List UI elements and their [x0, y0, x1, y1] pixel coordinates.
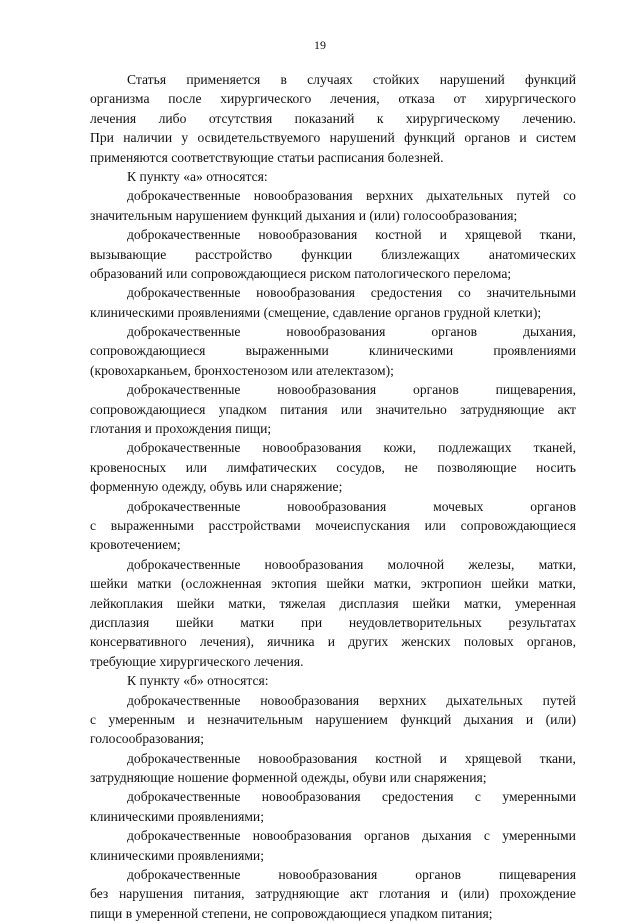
word: лечения, [330, 91, 380, 107]
word: тканей, [533, 440, 576, 456]
word: эктопия [271, 576, 317, 592]
text-line [90, 283, 576, 302]
word: доброкачественные [127, 789, 241, 805]
word: результатах [508, 614, 576, 630]
word: доброкачественные [127, 692, 241, 708]
word: тяжелая [279, 595, 326, 611]
text-line [90, 109, 576, 128]
text-line [90, 555, 576, 574]
word: новообразования [277, 382, 377, 398]
word: новообразования [258, 227, 358, 243]
word: с [474, 789, 481, 805]
document-body [90, 70, 576, 923]
text-line: применяются соответствующие статьи расписания болезней. [90, 149, 444, 165]
word: (или) [545, 711, 576, 727]
word: у [181, 130, 189, 146]
word: нарушения [118, 886, 183, 902]
word: (или) [458, 886, 490, 902]
text-line [90, 380, 576, 399]
text-line [90, 632, 576, 651]
word: лечения), [199, 634, 254, 650]
word: При [90, 130, 114, 146]
word: глотания [378, 886, 431, 902]
word: матки, [538, 576, 576, 592]
word: питания [280, 401, 328, 417]
word: доброкачественные [127, 556, 241, 572]
text-line [90, 787, 576, 806]
text-line [90, 186, 576, 205]
word: костной [375, 750, 422, 766]
word: пищеварения, [495, 382, 576, 398]
word: дыхательных [426, 188, 504, 204]
word: и [519, 130, 527, 146]
word: новообразования [252, 828, 352, 844]
word: доброкачественные [127, 498, 241, 514]
word: хрящевой [464, 750, 522, 766]
text-line: пищи в умеренной степени, не сопровождающиеся упадком питания; [90, 905, 493, 921]
word: неудовлетворительных [348, 614, 482, 630]
text-line: форменную одежду, обувь или снаряжение; [90, 479, 343, 495]
word: яичника [267, 634, 315, 650]
word: органов, [526, 634, 576, 650]
word: не [404, 459, 418, 475]
word: новообразования [287, 498, 387, 514]
word: лечению. [522, 110, 576, 126]
word: дыхания, [523, 324, 576, 340]
word: органов [530, 498, 576, 514]
text-line [90, 225, 576, 244]
word: доброкачественные [127, 285, 241, 301]
word: значительными [486, 285, 576, 301]
word: функций [525, 72, 576, 87]
word: мочеиспускания [315, 517, 410, 533]
word: хирургического [220, 91, 312, 107]
word: прохождение [499, 886, 576, 902]
text-line [90, 497, 576, 516]
word: хирургического [484, 91, 576, 107]
word: доброкачественные [127, 324, 241, 340]
word: функции [301, 246, 353, 262]
word: незначительным [207, 711, 303, 727]
text-line: К пункту «а» относятся: [127, 168, 268, 184]
word: освидетельствуемого [197, 130, 321, 146]
word: расстройство [195, 246, 273, 262]
text-line [90, 749, 576, 768]
word: доброкачественные [127, 867, 241, 883]
text-line [90, 594, 576, 613]
text-line: значительным нарушением функций дыхания и (или) голосообразования; [90, 207, 518, 223]
word: железы, [468, 556, 515, 572]
word: лейкоплакия [90, 595, 164, 611]
word: с [483, 828, 490, 844]
text-line [90, 70, 576, 89]
word: новообразования [262, 440, 362, 456]
word: функций [404, 130, 456, 146]
word: ткани, [539, 227, 576, 243]
word: доброкачественные [127, 750, 241, 766]
word: органов [413, 382, 459, 398]
word: сопровождающиеся [90, 401, 206, 417]
word: дисплазия [90, 614, 150, 630]
word: нарушением [315, 711, 388, 727]
word: и [440, 886, 449, 902]
word: новообразования [264, 556, 364, 572]
text-line [90, 128, 576, 147]
text-line: клиническими проявлениями; [90, 847, 264, 863]
word: при [300, 614, 323, 630]
word: клиническими [368, 343, 454, 359]
word: умеренным [108, 711, 175, 727]
word: упадком [218, 401, 267, 417]
word: близлежащих [381, 246, 460, 262]
word: и [187, 711, 195, 727]
text-line: затрудняющие ношение форменной одежды, обуви или снаряжения; [90, 770, 487, 786]
word: шейки [491, 576, 529, 592]
word: верхних [379, 692, 427, 708]
word: других [348, 634, 389, 650]
text-line [90, 710, 576, 729]
word: шейки [176, 595, 215, 611]
word: новообразования [258, 750, 358, 766]
word: новообразования [253, 188, 353, 204]
word: с [90, 517, 97, 533]
word: показаний [294, 110, 355, 126]
word: шейки [90, 576, 128, 592]
word: или [185, 459, 208, 475]
word: матки [240, 614, 275, 630]
word: к [376, 110, 384, 126]
word: хрящевой [464, 227, 522, 243]
word: новообразования [260, 692, 360, 708]
word: дисплазия [339, 595, 399, 611]
text-line: образований или сопровождающиеся риском патологического перелома; [90, 265, 512, 281]
text-line [90, 245, 576, 264]
word: нарушений [439, 72, 505, 87]
word: матки, [463, 595, 502, 611]
text-line: (кровохарканьем, бронхостенозом или ателектазом); [90, 362, 394, 378]
word: питания, [193, 886, 245, 902]
word: стойких [372, 72, 420, 87]
word: матки, [373, 576, 412, 592]
word: консервативного [90, 634, 187, 650]
word: умеренными [502, 789, 576, 805]
word: систем [536, 130, 576, 146]
word: доброкачественные [127, 188, 241, 204]
word: выраженными [245, 343, 329, 359]
text-line [90, 574, 576, 593]
word: либо [158, 110, 187, 126]
word: применяется [186, 72, 261, 87]
word: мочевых [433, 498, 484, 514]
word: позволяющие [437, 459, 517, 475]
word: затрудняющие [255, 886, 340, 902]
word: организма [90, 91, 150, 107]
text-line [90, 865, 576, 884]
text-line [90, 884, 576, 903]
word: со [457, 285, 471, 301]
word: или [340, 401, 363, 417]
word: наличии [123, 130, 173, 146]
word: шейки [412, 595, 451, 611]
text-line [90, 89, 576, 108]
word: доброкачественные [127, 828, 241, 844]
text-line: требующие хирургического лечения. [90, 653, 304, 669]
word: новообразования [278, 867, 378, 883]
word: после [168, 91, 202, 107]
word: путей [516, 188, 550, 204]
word: кровеносных [90, 459, 167, 475]
word: умеренными [502, 828, 576, 844]
word: случаях [307, 72, 353, 87]
word: новообразования [261, 789, 361, 805]
word: расстройствами [208, 517, 301, 533]
word: органов [363, 828, 410, 844]
word: верхних [365, 188, 414, 204]
word: (осложненная [181, 576, 262, 592]
word: костной [375, 227, 422, 243]
word: отказа [398, 91, 435, 107]
text-line: голосообразования; [90, 731, 205, 747]
word: матки [137, 576, 172, 592]
word: матки, [538, 556, 576, 572]
word: Статья [127, 72, 167, 87]
word: женских [401, 634, 451, 650]
text-line [90, 341, 576, 360]
word: со [563, 188, 576, 204]
text-line [90, 322, 576, 341]
word: органов [431, 324, 478, 340]
word: органов [415, 867, 461, 883]
text-line: К пункту «б» относятся: [127, 673, 269, 689]
text-line [90, 613, 576, 632]
word: и [327, 634, 336, 650]
word: шейки [326, 576, 365, 592]
text-line: глотания и прохождения пищи; [90, 421, 272, 437]
word: проявлениями [493, 343, 576, 359]
word: отсутствия [208, 110, 273, 126]
word: нарушений [329, 130, 395, 146]
word: подлежащих [438, 440, 512, 456]
word: доброкачественные [127, 227, 241, 243]
word: анатомических [488, 246, 576, 262]
text-line [90, 691, 576, 710]
text-line [90, 516, 576, 535]
word: и [439, 750, 447, 766]
word: значительно [375, 401, 447, 417]
word: эктропион [420, 576, 482, 592]
word: дыхательных [446, 692, 523, 708]
word: затрудняющие [460, 401, 545, 417]
word: доброкачественные [127, 440, 241, 456]
word: хирургическому [405, 110, 501, 126]
text-line: клиническими проявлениями (смещение, сдавление органов грудной клетки); [90, 304, 542, 320]
word: сопровождающиеся [90, 343, 206, 359]
word: в [280, 72, 287, 87]
word: функций [400, 711, 452, 727]
page-number: 19 [314, 38, 326, 52]
word: выраженными [110, 517, 194, 533]
word: носить [536, 459, 576, 475]
text-line [90, 458, 576, 477]
word: кожи, [383, 440, 416, 456]
word: молочной [387, 556, 445, 572]
word: умеренная [515, 595, 576, 611]
word: путей [542, 692, 576, 708]
word: без [90, 886, 109, 902]
word: средостения [382, 789, 454, 805]
text-line: кровотечением; [90, 537, 181, 553]
text-line: клиническими проявлениями; [90, 808, 264, 824]
word: органов [464, 130, 511, 146]
word: матки, [228, 595, 266, 611]
word: дыхания [422, 828, 472, 844]
text-line [90, 438, 576, 457]
word: вызывающие [90, 246, 167, 262]
word: акт [349, 886, 369, 902]
word: дыхания [463, 711, 514, 727]
word: половых [463, 634, 514, 650]
word: сосудов, [336, 459, 385, 475]
word: от [453, 91, 467, 107]
word: новообразования [286, 324, 386, 340]
word: ткани, [539, 750, 576, 766]
word: шейки [175, 614, 214, 630]
word: с [90, 711, 97, 727]
word: лимфатических [226, 459, 317, 475]
word: новообразования [256, 285, 355, 301]
word: акт [557, 401, 576, 417]
word: и [439, 227, 447, 243]
word: пищеварения [499, 867, 576, 883]
word: средостения [370, 285, 443, 301]
text-line [90, 400, 576, 419]
text-line [90, 826, 576, 845]
word: или [424, 517, 446, 533]
word: и [525, 711, 534, 727]
word: лечения [90, 110, 137, 126]
word: доброкачественные [127, 382, 241, 398]
word: сопровождающиеся [460, 517, 576, 533]
